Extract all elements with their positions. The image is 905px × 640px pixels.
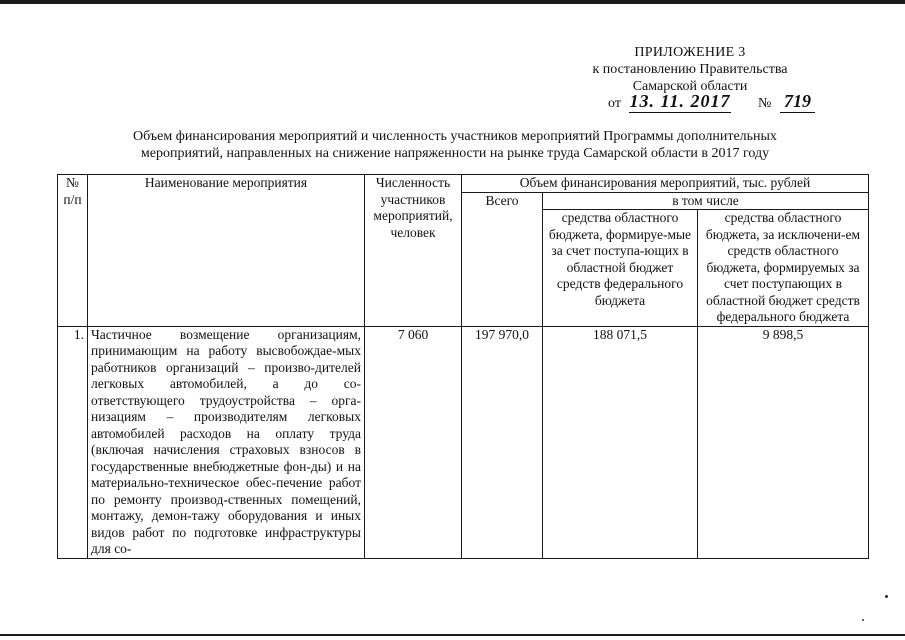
- header-participants: Численность участников мероприятий, человек: [365, 175, 462, 327]
- row-total: 197 970,0: [462, 326, 543, 558]
- row-participants: 7 060: [365, 326, 462, 558]
- row-federal: 188 071,5: [543, 326, 698, 558]
- header-regional: средства областного бюджета, за исключени-ем средств областного бюджета, формируемых за счет поступающих в областной бюджет средств федерального бюджета: [698, 210, 869, 327]
- date-prefix: от: [608, 96, 621, 111]
- document-title-line2: мероприятий, направленных на снижение напряженности на рынке труда Самарской области в 2017 году: [140, 146, 770, 161]
- order-number: 719: [780, 91, 815, 113]
- header-row-1: [58, 175, 869, 193]
- scan-speck: [885, 595, 888, 598]
- document-title: [100, 128, 810, 162]
- header-total: Всего: [462, 192, 543, 326]
- row-num: 1.: [58, 326, 88, 558]
- financing-table: [57, 174, 869, 559]
- header-name: Наименование мероприятия: [88, 175, 365, 327]
- table-row: [58, 326, 869, 558]
- appendix-line1: к постановлению Правительства: [592, 62, 788, 77]
- appendix-line2: Самарской области: [632, 79, 748, 94]
- header-num: № п/п: [58, 175, 88, 327]
- order-line: [570, 91, 811, 115]
- header-financing: Объем финансирования мероприятий, тыс. рублей: [462, 175, 869, 193]
- scan-speck: [862, 619, 864, 621]
- scan-top-border: [0, 0, 905, 4]
- header-including: в том числе: [543, 192, 869, 210]
- appendix-block: [570, 44, 810, 115]
- order-date: 13. 11. 2017: [629, 91, 731, 111]
- scan-bottom-border: [0, 634, 905, 636]
- header-federal: средства областного бюджета, формируе-мые за счет поступа-ющих в областной бюджет средств федерального бюджета: [543, 210, 698, 327]
- appendix-title: ПРИЛОЖЕНИЕ 3: [634, 45, 746, 60]
- row-name: Частичное возмещение организациям, принимающим на работу высвобождае-мых работников организаций – произво-дителей легковых автомобилей, а до со-ответствующего трудоустройства – орга-низациям – производителям легковых автомобилей расходов на оплату труда (включая начисления страховых взносов в государственные внебюджетные фон-ды) и на материально-техническое обес-печение работ по ремонту производ-ственных помещений, монтажу, демон-тажу оборудования и иных видов работ по подготовке инфраструктуры для со-: [88, 326, 365, 558]
- row-regional: 9 898,5: [698, 326, 869, 558]
- number-label: №: [758, 96, 772, 111]
- document-title-line1: Объем финансирования мероприятий и численность участников мероприятий Программы дополнительных: [133, 129, 777, 144]
